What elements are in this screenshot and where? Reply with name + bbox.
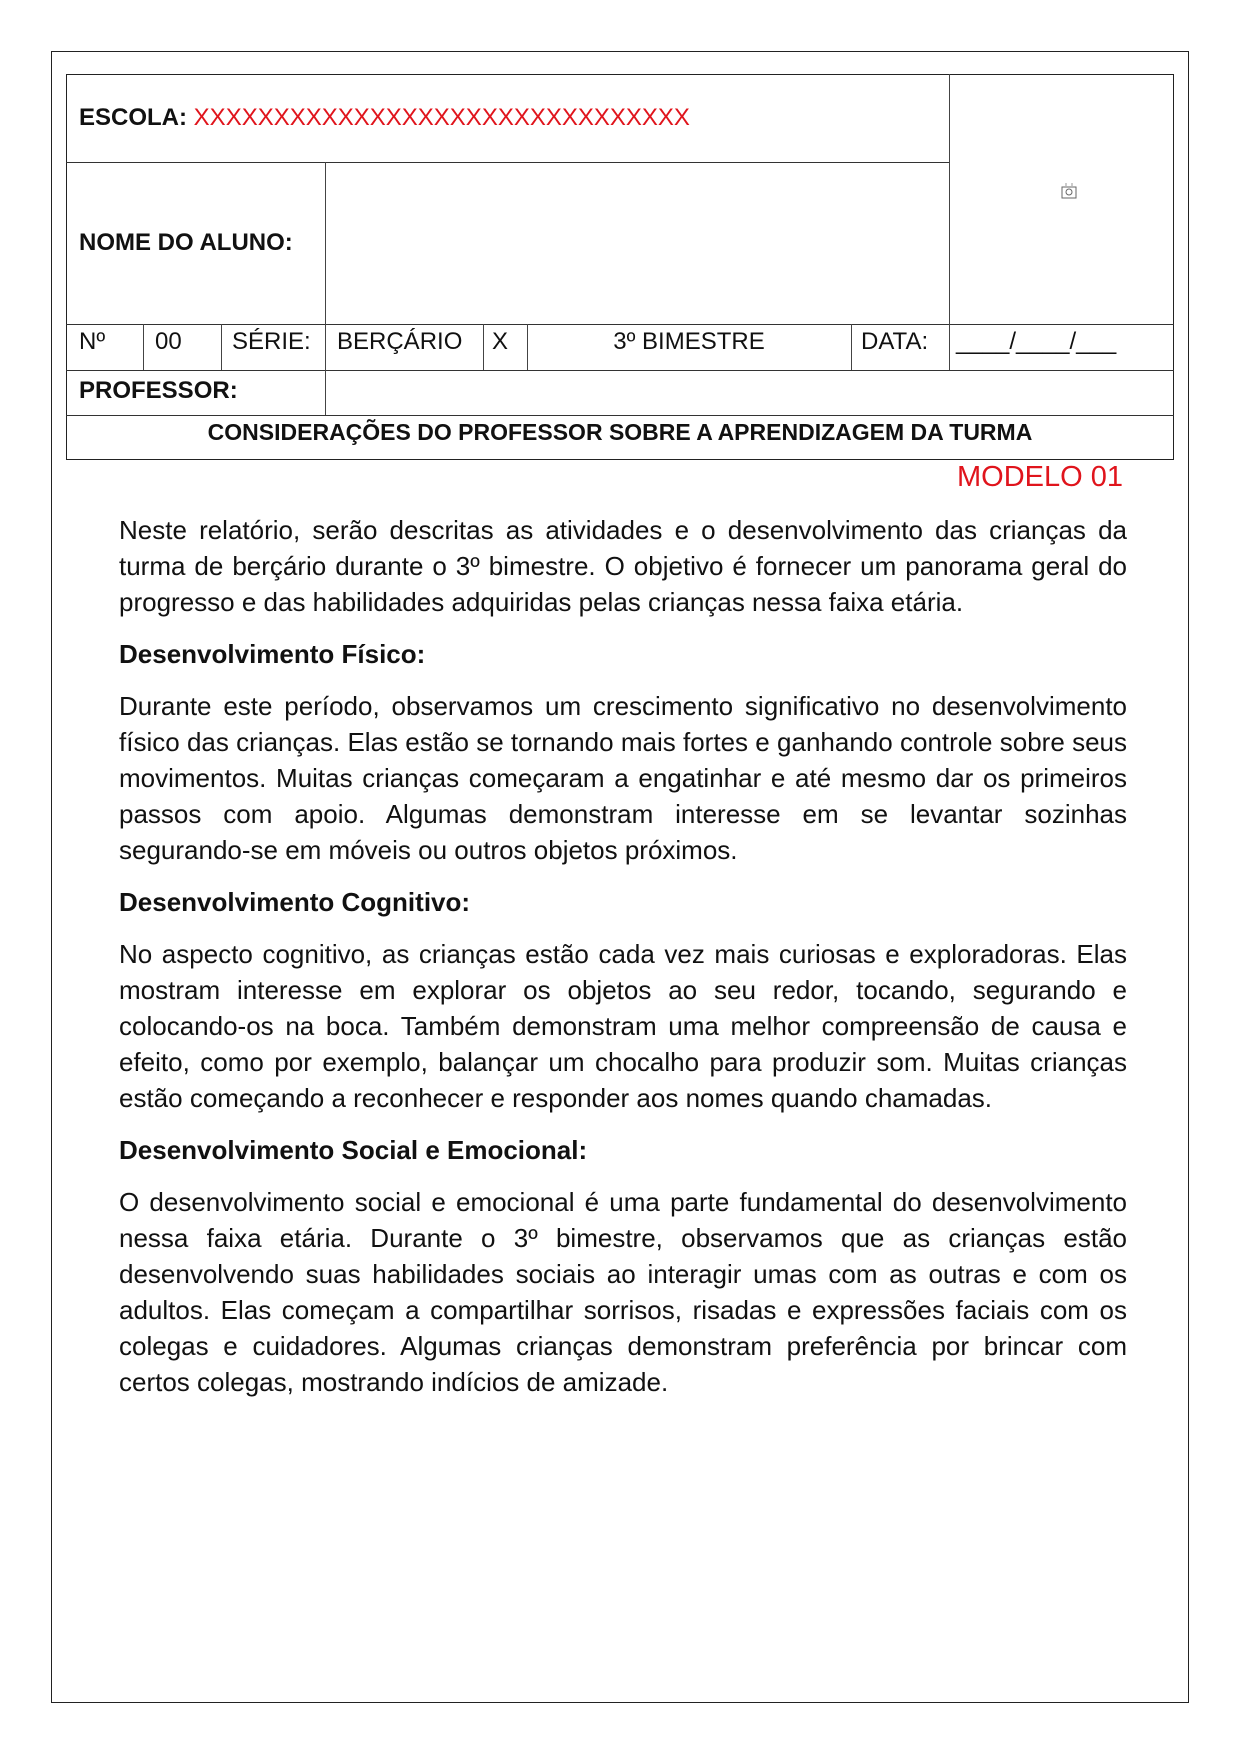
col-divider <box>483 324 484 370</box>
col-divider <box>325 162 326 415</box>
model-label: MODELO 01 <box>957 461 1123 493</box>
image-placeholder-icon <box>1060 180 1078 200</box>
number-value[interactable]: 00 <box>155 328 182 355</box>
report-body <box>119 512 1127 1416</box>
section-text-physical: Durante este período, observamos um crescimento significativo no desenvolvimento físico das crianças. Elas estão se tornando mais fortes e ganhando controle sobre seus movimentos. Muitas crianças começaram a engatinhar e até mesmo dar os primeiros passos com apoio. Algumas demonstram interesse em se levantar sozinhas segurando-se em móveis ou outros objetos próximos. <box>119 691 1127 865</box>
period-label: 3º BIMESTRE <box>613 328 765 355</box>
school-field <box>79 104 690 132</box>
row-divider <box>66 415 1174 416</box>
school-value[interactable]: XXXXXXXXXXXXXXXXXXXXXXXXXXXXXXX <box>193 104 690 131</box>
teacher-label: PROFESSOR: <box>79 377 238 404</box>
school-label: ESCOLA: <box>79 104 187 131</box>
section-heading-physical: Desenvolvimento Físico: <box>119 639 426 669</box>
number-label: Nº <box>79 328 106 355</box>
row-divider <box>66 370 1174 371</box>
col-divider <box>143 324 144 370</box>
section-text-social: O desenvolvimento social e emocional é uma parte fundamental do desenvolvimento nessa faixa etária. Durante o 3º bimestre, observamos que as crianças estão desenvolvendo suas habilidades sociais ao interagir umas com as outras e com os adultos. Elas começam a compartilhar sorrisos, risadas e expressões faciais com os colegas e cuidadores. Algumas crianças demonstram preferência por brincar com certos colegas, mostrando indícios de amizade. <box>119 1187 1127 1397</box>
grade-mark[interactable]: X <box>492 328 509 355</box>
grade-value[interactable]: BERÇÁRIO <box>337 328 463 355</box>
section-heading-cognitive: Desenvolvimento Cognitivo: <box>119 887 471 917</box>
col-divider <box>221 324 222 370</box>
col-divider <box>851 324 852 370</box>
row-divider <box>66 324 1174 325</box>
section-text-cognitive: No aspecto cognitivo, as crianças estão cada vez mais curiosas e exploradoras. Elas mostram interesse em explorar os objetos ao seu redor, tocando, segurando e colocando-os na boca. Também demonstram uma melhor compreensão de causa e efeito, como por exemplo, balançar um chocalho para produzir som. Muitas crianças estão começando a reconhecer e responder aos nomes quando chamadas. <box>119 939 1127 1113</box>
col-divider <box>949 74 950 370</box>
date-field[interactable]: ____/____/___ <box>956 328 1117 355</box>
teacher-field[interactable] <box>327 372 1172 414</box>
row-divider <box>66 162 949 163</box>
intro-paragraph: Neste relatório, serão descritas as atividades e o desenvolvimento das crianças da turma de berçário durante o 3º bimestre. O objetivo é fornecer um panorama geral do progresso e das habilidades adquiridas pelas crianças nessa faixa etária. <box>119 515 1127 617</box>
section-heading-social: Desenvolvimento Social e Emocional: <box>119 1135 588 1165</box>
student-name-label: NOME DO ALUNO: <box>79 229 293 256</box>
student-name-field[interactable] <box>327 164 947 322</box>
grade-label: SÉRIE: <box>232 328 311 355</box>
date-label: DATA: <box>861 328 929 355</box>
section-title: CONSIDERAÇÕES DO PROFESSOR SOBRE A APRENDIZAGEM DA TURMA <box>207 419 1033 445</box>
